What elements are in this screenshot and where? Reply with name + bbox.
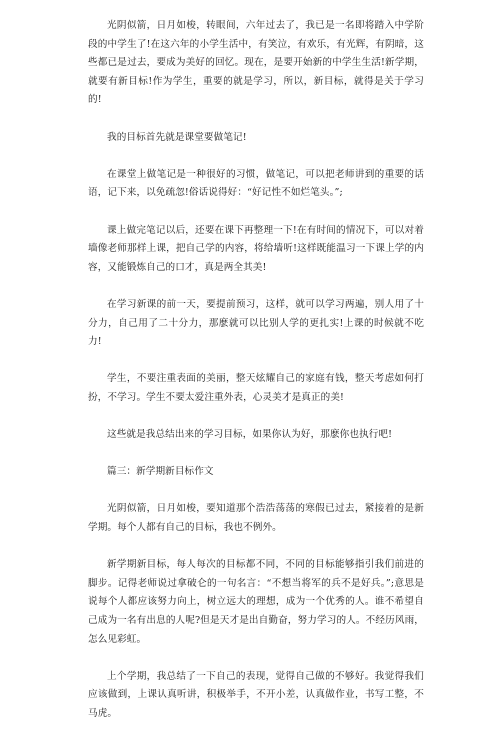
paragraph-review-notes: 课上做完笔记以后，还要在课下再整理一下!在有时间的情况下，可以对着墙像老师那样上课，把自己学的内容，将给墙听!这样既能温习一下课上学的内容，又能锻炼自己的口才，真是两全其美! (88, 224, 424, 273)
paragraph-preview: 在学习新课的前一天，要提前预习，这样，就可以学习两遍，别人用了十分力，自己用了二十分力，那麽就可以比别人学的更扎实!上课的时候就不吃力! (88, 298, 424, 348)
paragraph-goal-notes: 我的目标首先就是课堂要做笔记! (107, 131, 247, 143)
paragraph-inner-beauty: 学生，不要注重表面的美丽，整天炫耀自己的家庭有钱，整天考虑如何打扮，不学习。学生不要太爱注重外表，心灵美才是真正的美! (88, 373, 424, 403)
paragraph-last-term: 上个学期，我总结了一下自己的表现，觉得自己做的不够好。我觉得我们应该做到，上课认真听讲，积极举手，不开小差，认真做作业，书写工整，不马虎。 (88, 670, 424, 719)
section-title: 篇三：新学期新目标作文 (107, 466, 214, 478)
paragraph-new-goals: 新学期新目标，每人每次的目标都不同，不同的目标能够指引我们前进的脚步。记得老师说过拿破仑的一句名言：“不想当将军的兵不是好兵。”;意思是说每个人都应该努力向上，树立远大的理想，成为一个优秀的人。谁不希望自己成为一名有出息的人呢?但是天才是出自勤奋，努力学习的人。不经历风雨，怎么见彩虹。 (88, 559, 424, 645)
paragraph-new-term: 光阴似箭，日月如梭，要知道那个浩浩荡荡的寒假已过去，紧接着的是新学期。每个人都有自己的目标，我也不例外。 (88, 503, 424, 534)
paragraph-summary: 这些就是我总结出来的学习目标，如果你认为好，那麽你也执行吧! (107, 429, 393, 441)
document-body (88, 17, 424, 742)
paragraph-classroom-notes: 在课堂上做笔记是一种很好的习惯，做笔记，可以把老师讲到的重要的话语，记下来，以免疏忽!俗话说得好：“好记性不如烂笔头。”; (88, 168, 424, 199)
paragraph-intro: 光阴似箭，日月如梭，转眼间，六年过去了，我已是一名即将踏入中学阶段的中学生了!在这六年的小学生活中，有笑泣，有欢乐，有光辉，有阴暗，这些都已是过去，要成为美好的回忆。现在，是要开始新的中学生生活!新学期，就要有新目标!作为学生，重要的就是学习，所以，新目标，就得是关于学习的! (88, 20, 424, 106)
